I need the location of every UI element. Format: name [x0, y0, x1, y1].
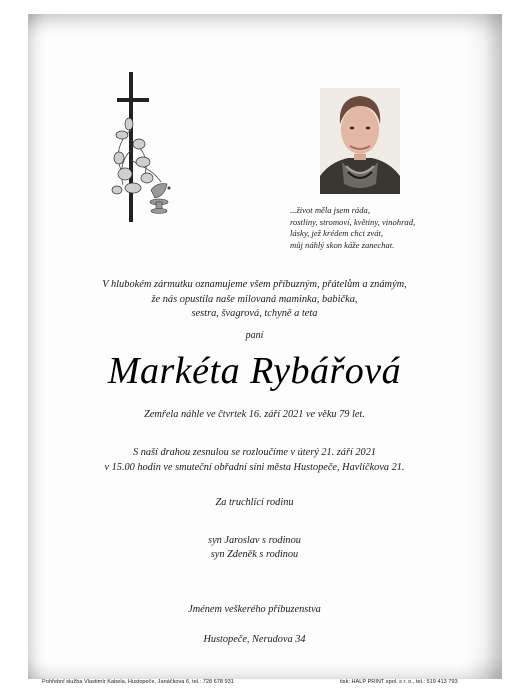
title-pani: paní [245, 330, 264, 341]
kin-line: Jménem veškerého příbuzenstva [188, 604, 321, 615]
son-entry: syn Jaroslav s rodinou [208, 535, 301, 546]
poem-line: lásky, jež krédem chci zvát, [290, 228, 384, 238]
address: Hustopeče, Nerudova 34 [203, 634, 306, 645]
farewell-line: S naší drahou zesnulou se rozloučíme v úterý 21. září 2021 [132, 447, 376, 458]
cross-with-flowers-icon [109, 70, 179, 225]
poem [290, 205, 460, 251]
announcement-line: sestra, švagrová, tchyně a teta [191, 308, 318, 319]
announcement-line: V hlubokém zármutku oznamujeme všem příbuzným, přátelům a známým, [102, 279, 407, 290]
portrait-photo [320, 88, 400, 194]
son-entry: syn Zdeněk s rodinou [210, 549, 299, 560]
announcement [0, 278, 509, 322]
announcement-line: že nás opustila naše milovaná maminka, babička, [151, 293, 358, 305]
sons-list [0, 534, 509, 562]
farewell-line: v 15.00 hodin ve smuteční obřadní síni města Hustopeče, Havlíčkova 21. [104, 461, 405, 473]
poem-line: můj náhlý skon káže zanechat. [290, 239, 395, 250]
footer-funeral-service: Pohřební služba Vlastimír Kabela, Hustopeče, Janáčkova 6, tel.: 728 678 931 [42, 679, 234, 685]
deceased-name: Markéta Rybářová [107, 350, 402, 392]
footer-printer: tisk: HALP PRINT spol. s r. o., tel.: 519 413 793 [340, 679, 458, 685]
poem-line: ...život měla jsem ráda, [290, 205, 370, 215]
poem-line: rostliny, stromoví, květiny, vinohrad, [290, 216, 416, 227]
farewell-info [0, 446, 509, 475]
mourners-title: Za truchlící rodinu [215, 497, 294, 508]
death-notice: Zemřela náhle ve čtvrtek 16. září 2021 ve věku 79 let. [144, 409, 365, 420]
